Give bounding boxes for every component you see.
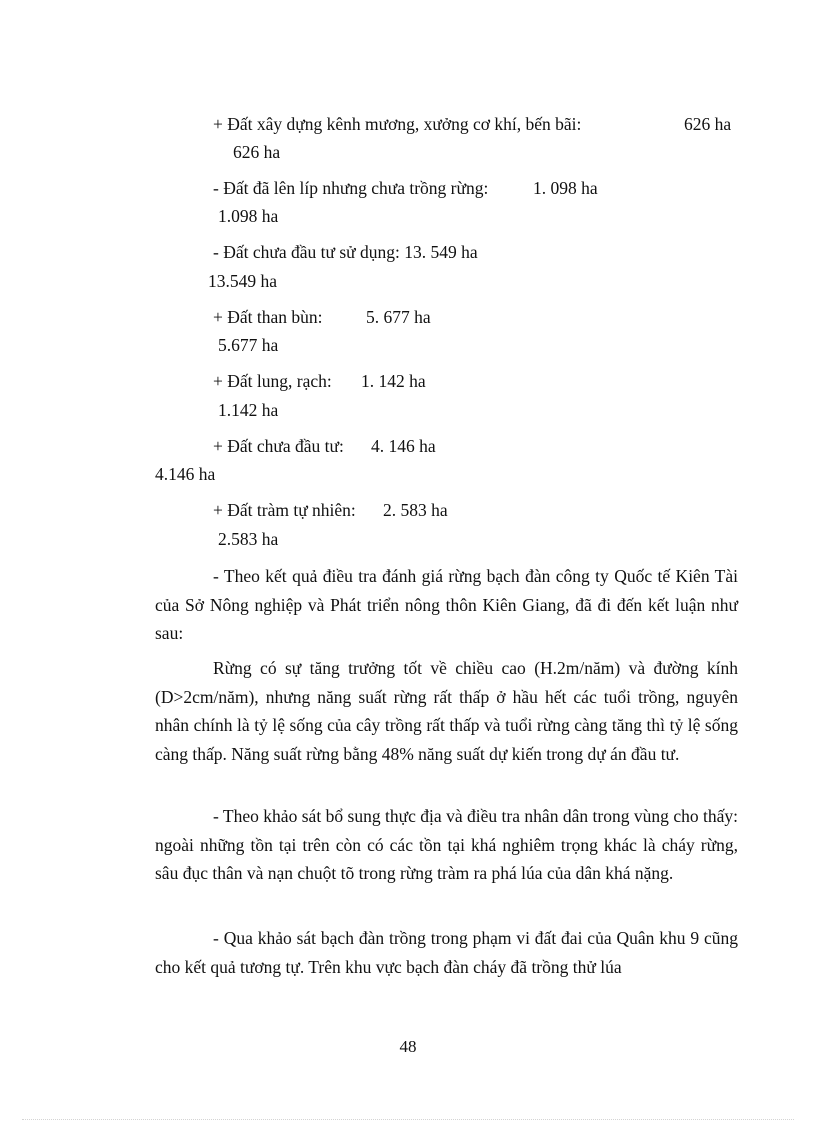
land-item-value: 1. 098 ha	[533, 178, 598, 198]
land-item-repeat: 626 ha	[233, 142, 281, 162]
paragraph: - Qua khảo sát bạch đàn trồng trong phạm vi đất đai của Quân khu 9 cũng cho kết quả tương tự. Trên khu vực bạch đàn cháy đã trồng thử lúa	[155, 928, 738, 977]
land-item-label: + Đất lung, rạch:	[213, 371, 332, 391]
land-item-label: + Đất than bùn:	[213, 307, 323, 327]
land-item-repeat: 4.146 ha	[155, 464, 216, 484]
land-item-label: + Đất xây dựng kênh mương, xưởng cơ khí, bến bãi:	[213, 114, 582, 134]
land-item-repeat: 5.677 ha	[218, 335, 279, 355]
paragraph: - Theo kết quả điều tra đánh giá rừng bạch đàn công ty Quốc tế Kiên Tài của Sở Nông nghiệp và Phát triển nông thôn Kiên Giang, đã đi đến kết luận như sau:	[155, 566, 738, 643]
land-item-repeat: 1.142 ha	[218, 400, 279, 420]
land-item-value: 626 ha	[684, 114, 732, 134]
land-item-label: + Đất tràm tự nhiên:	[213, 500, 356, 520]
page-number: 48	[399, 1037, 417, 1056]
land-item-value: 4. 146 ha	[371, 436, 436, 456]
land-item-repeat: 2.583 ha	[218, 529, 279, 549]
land-item-label: + Đất chưa đầu tư:	[213, 436, 344, 456]
land-item-label: - Đất chưa đầu tư sử dụng: 13. 549 ha	[213, 242, 478, 262]
land-item-repeat: 1.098 ha	[218, 206, 279, 226]
paragraph: - Theo khảo sát bổ sung thực địa và điều tra nhân dân trong vùng cho thấy: ngoài những tồn tại trên còn có các tồn tại khá nghiêm trọng khác là cháy rừng, sâu đục thân và nạn chuột tõ trong rừng tràm ra phá lúa của dân khá nặng.	[155, 806, 738, 883]
page-bottom-rule	[22, 1119, 794, 1120]
paragraph: Rừng có sự tăng trưởng tốt về chiều cao (H.2m/năm) và đường kính (D>2cm/năm), nhưng năng suất rừng rất thấp ở hầu hết các tuổi trồng, nguyên nhân chính là tỷ lệ sống của cây trồng rất thấp và tuổi rừng càng tăng thì tỷ lệ sống càng thấp. Năng suất rừng bằng 48% năng suất dự kiến trong dự án đầu tư.	[155, 658, 738, 764]
land-item-value: 1. 142 ha	[361, 371, 426, 391]
land-item-value: 2. 583 ha	[383, 500, 448, 520]
land-item-value: 5. 677 ha	[366, 307, 431, 327]
land-item-repeat: 13.549 ha	[208, 271, 278, 291]
land-item-label: - Đất đã lên líp nhưng chưa trồng rừng:	[213, 178, 489, 198]
